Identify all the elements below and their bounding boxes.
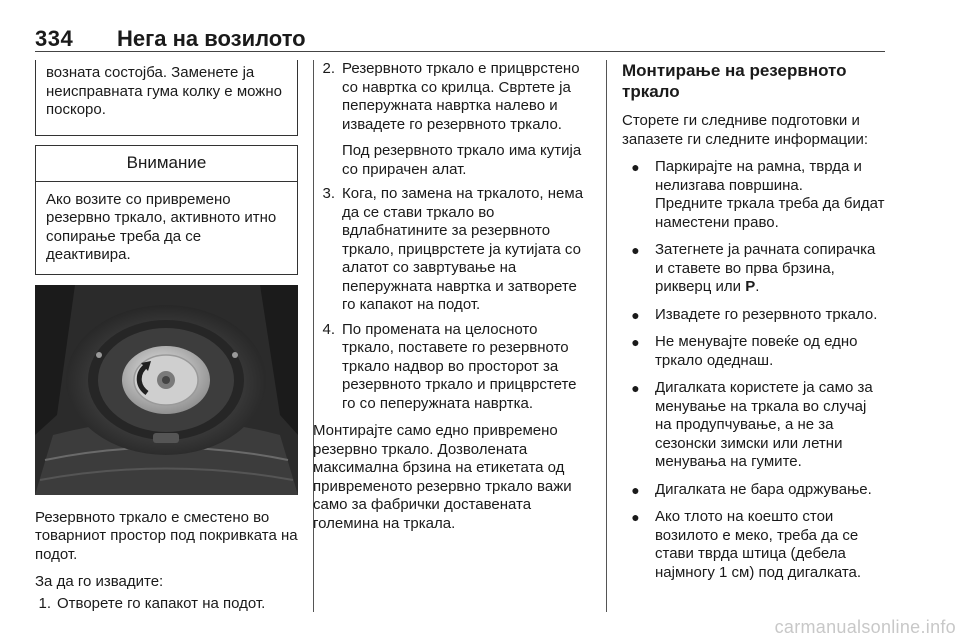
warning-title: Внимание <box>36 146 297 182</box>
watermark: carmanualsonline.info <box>774 617 956 637</box>
column-3 <box>622 60 887 582</box>
list-item <box>313 60 590 179</box>
step-subnote: Под резервното тркало има кутија со прирачен алат. <box>342 142 582 178</box>
bullet-text: Извадете го резервното тркало. <box>655 305 878 323</box>
removal-intro: За да го извадите: <box>35 573 164 590</box>
gear-p-label: P <box>745 278 756 295</box>
header-rule <box>35 51 885 52</box>
list-item <box>313 185 590 315</box>
bullet-icon: ● <box>631 509 640 525</box>
list-item <box>622 158 887 232</box>
list-item <box>622 306 887 325</box>
step-number: 4. <box>322 320 335 338</box>
figure-caption: Резервното тркало е сместено во товарниот простор под покривката на подот. <box>35 508 298 563</box>
list-item <box>622 241 887 297</box>
warning-text: Ако возите со привремено резервно тркало, активното итно сопирање треба да се деактивира. <box>46 190 277 263</box>
list-item <box>35 595 298 614</box>
list-item <box>622 508 887 582</box>
bullet-text: Дигалката користете ја само за менување на тркала во случај на продупчување, а не за сезонски зимски или летни менувања на гумите. <box>655 379 873 470</box>
bullet-icon: ● <box>631 159 640 175</box>
step-text: По промената на целосното тркало, поставете го резервното тркало надвор во просторот за резервното тркало и прицврстете го со пеперужната навртка. <box>342 320 577 412</box>
bullet-icon: ● <box>631 334 640 350</box>
bullet-icon: ● <box>631 481 640 498</box>
page-header <box>35 26 885 54</box>
temporary-spare-paragraph: Монтирајте само едно привремено резервно тркало. Дозволената максимална брзина на етикетата од привременото резервно тркало важи само за фабрички доставената големина на тркала. <box>313 422 572 532</box>
list-item <box>622 379 887 472</box>
section-heading: Монтирање на резервното тркало <box>622 61 847 101</box>
step-text: Резервното тркало е прицврстено со навртка со крилца. Свртете ја пеперужната навртка налево и извадете го резервното тркало. <box>342 60 580 133</box>
bullet-text: Не менувајте повеќе од едно тркало одеднаш. <box>655 333 858 369</box>
bullet-text: Ако тлото на коешто стои возилото е меко, треба да се стави тврда штица (дебела најмногу 1 см) под дигалката. <box>655 508 862 581</box>
bullet-text: Дигалката не бара одржување. <box>655 480 872 498</box>
step-number: 1. <box>38 594 51 612</box>
bullet-text: Паркирајте на рамна, тврда и нелизгава површина. <box>655 158 862 194</box>
bullet-text-end: . <box>755 278 760 295</box>
column-1 <box>35 60 298 613</box>
column-divider-2 <box>606 60 607 612</box>
continued-notice-text: возната состојба. Заменете ја неисправната гума колку е можно поскоро. <box>46 64 282 118</box>
step-number: 2. <box>322 60 335 77</box>
bullet-icon: ● <box>631 306 640 323</box>
list-item <box>313 321 590 414</box>
chapter-title: Нега на возилото <box>117 26 306 51</box>
warning-box <box>35 145 298 275</box>
list-item <box>622 333 887 370</box>
bullet-text: Затегнете ја рачната сопирачка и ставете во прва брзина, рикверц или <box>655 241 876 295</box>
column-2 <box>313 60 590 533</box>
bullet-subnote: Предните тркала треба да бидат наместени право. <box>655 195 885 231</box>
list-item <box>622 481 887 500</box>
step-number: 3. <box>322 185 335 202</box>
section-intro: Сторете ги следниве подготовки и запазете ги следните информации: <box>622 112 869 148</box>
spare-wheel-in-trunk-well-icon <box>35 285 298 495</box>
page-number: 334 <box>35 26 74 51</box>
bullet-icon: ● <box>631 242 640 258</box>
step-text: Кога, по замена на тркалото, нема да се стави тркало во вдлабнатините за резервното тркало, прицврстете ја кутијата со алатот со завртување на пеперужната навртка и затворете го капакот на подот. <box>342 185 584 313</box>
step-text: Отворете го капакот на подот. <box>57 594 266 612</box>
spare-wheel-photo <box>35 285 298 495</box>
bullet-icon: ● <box>631 380 640 396</box>
continued-notice-box <box>35 60 298 136</box>
